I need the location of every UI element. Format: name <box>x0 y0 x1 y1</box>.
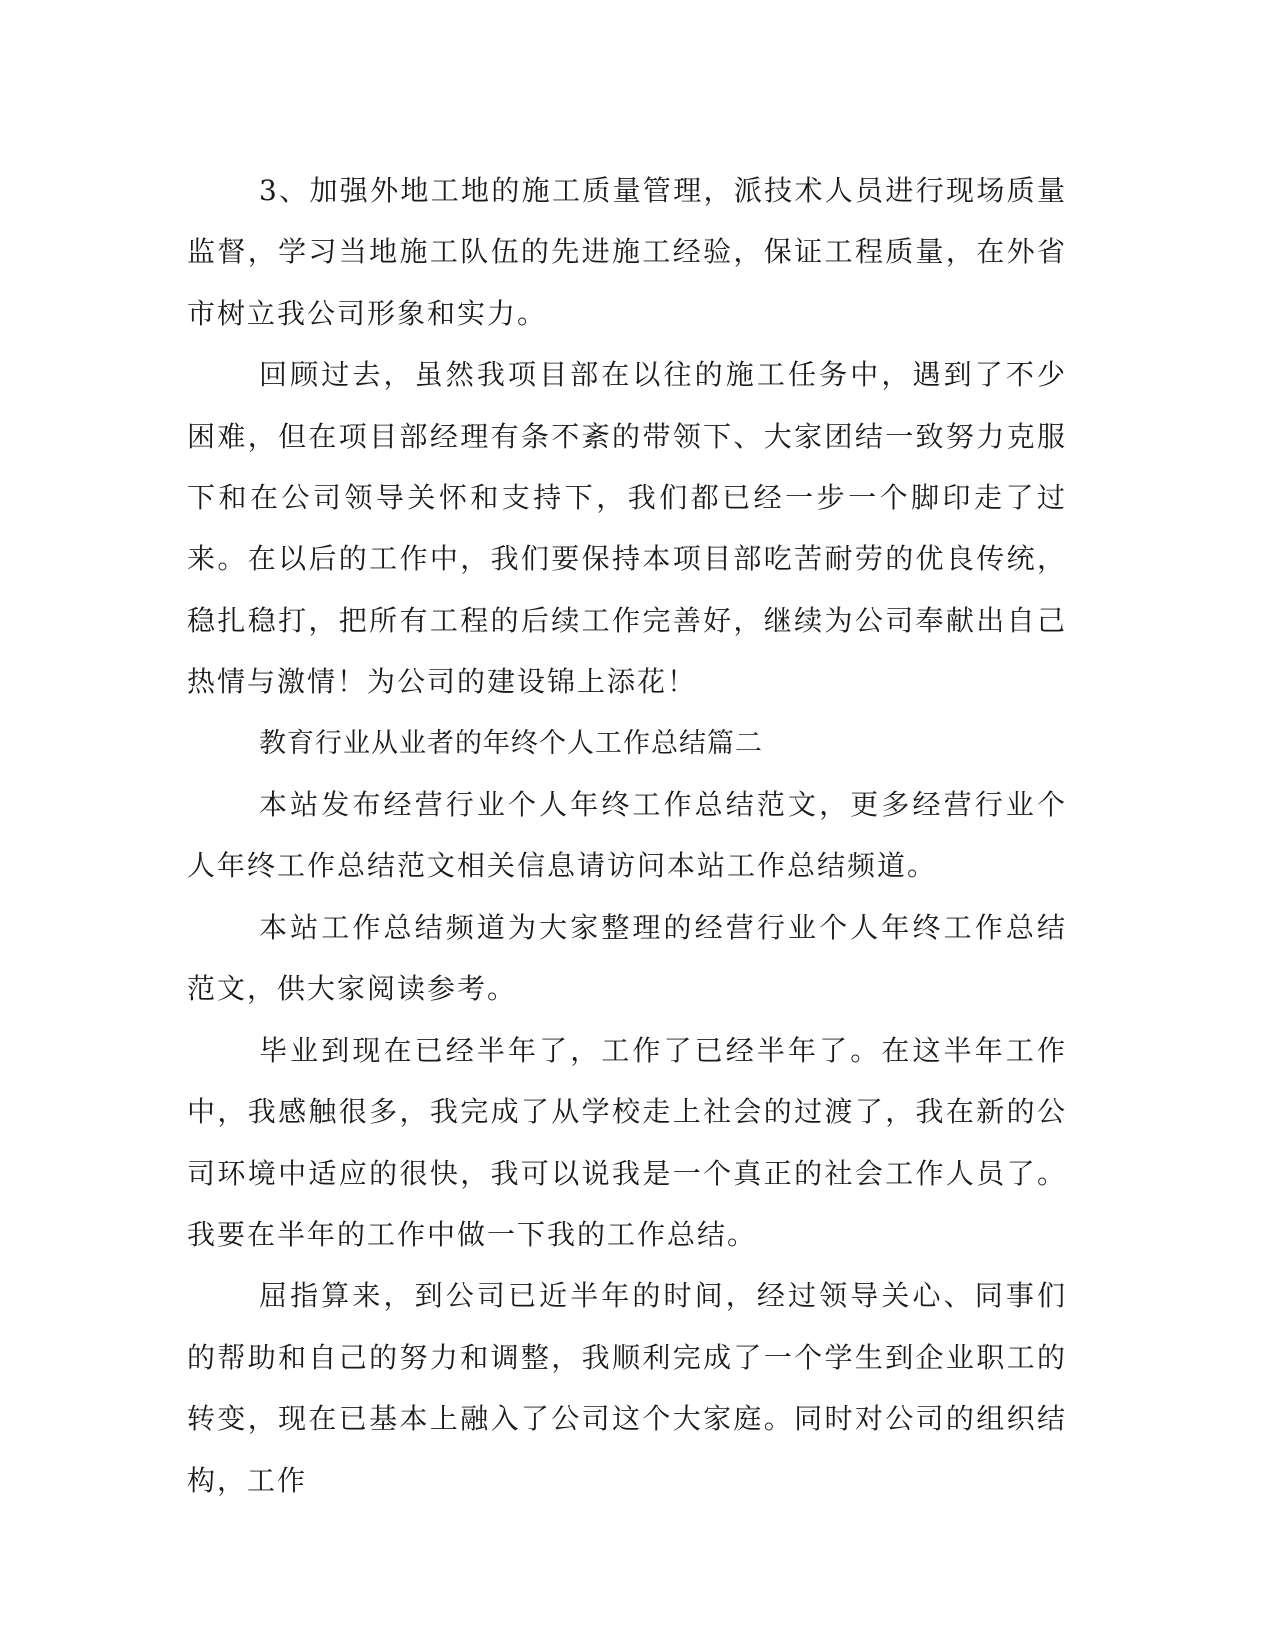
section-heading: 教育行业从业者的年终个人工作总结篇二 <box>259 727 763 759</box>
paragraph-transition: 屈指算来，到公司已近半年的时间，经过领导关心、同事们的帮助和自己的努力和调整，我顺利完成了一个学生到企业职工的转变，现在已基本上融入了公司这个大家庭。同时对公司的组织结构，工作 <box>187 1279 1067 1497</box>
paragraph-quality-management: 3、加强外地工地的施工质量管理，派技术人员进行现场质量监督，学习当地施工队伍的先进施工经验，保证工程质量，在外省市树立我公司形象和实力。 <box>187 174 1067 330</box>
paragraph-site-intro: 本站发布经营行业个人年终工作总结范文，更多经营行业个人年终工作总结范文相关信息请访问本站工作总结频道。 <box>187 788 1067 883</box>
paragraph-review: 回顾过去，虽然我项目部在以往的施工任务中，遇到了不少困难，但在项目部经理有条不紊的带领下、大家团结一致努力克服下和在公司领导关怀和支持下，我们都已经一步一个脚印走了过来。在以后的工作中，我们要保持本项目部吃苦耐劳的优良传统，稳扎稳打，把所有工程的后续工作完善好，继续为公司奉献出自己热情与激情！为公司的建设锦上添花！ <box>187 358 1067 699</box>
paragraph-site-channel: 本站工作总结频道为大家整理的经营行业个人年终工作总结范文，供大家阅读参考。 <box>187 910 1067 1006</box>
paragraph-half-year: 毕业到现在已经半年了，工作了已经半年了。在这半年工作中，我感触很多，我完成了从学校走上社会的过渡了，我在新的公司环境中适应的很快，我可以说我是一个真正的社会工作人员了。我要在半年的工作中做一下我的工作总结。 <box>187 1033 1067 1251</box>
document-body <box>187 160 1067 1511</box>
